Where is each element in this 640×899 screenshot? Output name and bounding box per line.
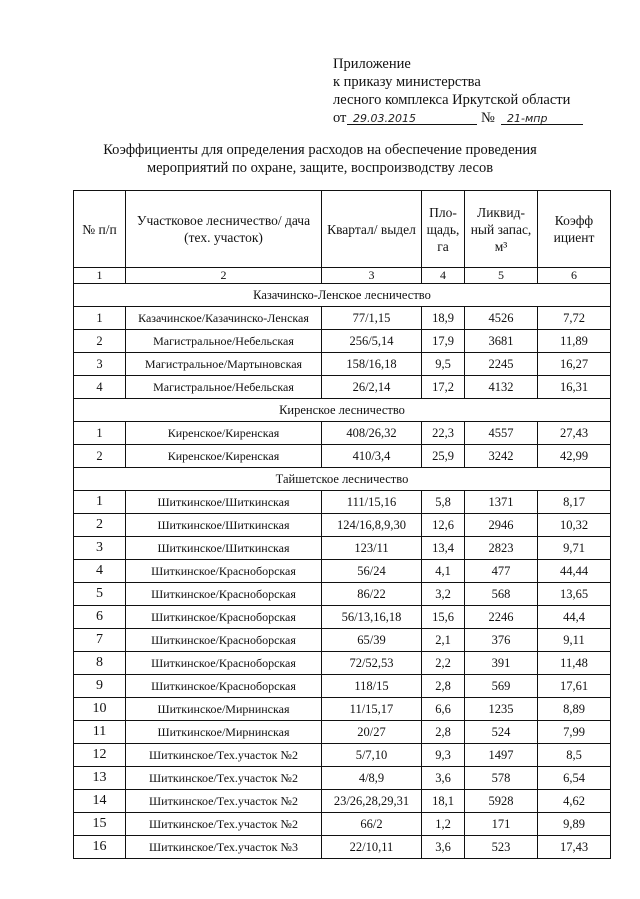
- cell-area: 5,8: [422, 491, 465, 514]
- table-row: [74, 445, 611, 468]
- cell-quarter: 86/22: [322, 583, 422, 606]
- cell-volume: 569: [465, 675, 538, 698]
- cell-volume: 3681: [465, 330, 538, 353]
- cell-no: 5: [74, 583, 126, 606]
- title-line-2: мероприятий по охране, защите, воспроизводству лесов: [146, 160, 494, 176]
- cell-no: 2: [74, 514, 126, 537]
- cell-coef: 11,89: [538, 330, 611, 353]
- cell-area: 2,8: [422, 721, 465, 744]
- section-name: Тайшетское лесничество: [74, 468, 611, 491]
- table-row: [74, 560, 611, 583]
- cell-volume: 1497: [465, 744, 538, 767]
- cell-area: 22,3: [422, 422, 465, 445]
- cell-name: Шиткинское/Красноборская: [126, 560, 322, 583]
- cell-no: 16: [74, 836, 126, 859]
- cell-quarter: 123/11: [322, 537, 422, 560]
- header-num: № п/п: [74, 191, 126, 268]
- column-number: 6: [538, 268, 611, 284]
- table-row: [74, 583, 611, 606]
- column-number: 4: [422, 268, 465, 284]
- cell-coef: 8,5: [538, 744, 611, 767]
- header-coef: Коэфф ициент: [538, 191, 611, 268]
- section-name: Киренское лесничество: [74, 399, 611, 422]
- cell-area: 1,2: [422, 813, 465, 836]
- cell-volume: 3242: [465, 445, 538, 468]
- cell-coef: 9,71: [538, 537, 611, 560]
- section-name: Казачинско-Ленское лесничество: [74, 284, 611, 307]
- cell-coef: 4,62: [538, 790, 611, 813]
- cell-volume: 1235: [465, 698, 538, 721]
- cell-quarter: 408/26,32: [322, 422, 422, 445]
- cell-no: 12: [74, 744, 126, 767]
- cell-coef: 17,43: [538, 836, 611, 859]
- cell-name: Шиткинское/Красноборская: [126, 629, 322, 652]
- cell-area: 15,6: [422, 606, 465, 629]
- cell-area: 17,9: [422, 330, 465, 353]
- document-title: [0, 141, 640, 177]
- appendix-block: [333, 55, 571, 126]
- cell-volume: 171: [465, 813, 538, 836]
- cell-volume: 5928: [465, 790, 538, 813]
- cell-name: Магистральное/Мартыновская: [126, 353, 322, 376]
- cell-no: 10: [74, 698, 126, 721]
- section-header-row: [74, 284, 611, 307]
- table-row: [74, 376, 611, 399]
- cell-coef: 44,44: [538, 560, 611, 583]
- cell-quarter: 72/52,53: [322, 652, 422, 675]
- cell-area: 25,9: [422, 445, 465, 468]
- cell-no: 14: [74, 790, 126, 813]
- handwritten-number: 21-мпр: [507, 112, 548, 125]
- cell-no: 1: [74, 491, 126, 514]
- cell-name: Казачинское/Казачинско-Ленская: [126, 307, 322, 330]
- cell-area: 2,1: [422, 629, 465, 652]
- cell-volume: 2946: [465, 514, 538, 537]
- table-row: [74, 675, 611, 698]
- cell-area: 6,6: [422, 698, 465, 721]
- cell-quarter: 256/5,14: [322, 330, 422, 353]
- column-number: 5: [465, 268, 538, 284]
- appendix-ministry-line: лесного комплекса Иркутской области: [333, 92, 571, 108]
- table-row: [74, 698, 611, 721]
- cell-coef: 8,17: [538, 491, 611, 514]
- cell-area: 13,4: [422, 537, 465, 560]
- cell-name: Шиткинское/Красноборская: [126, 583, 322, 606]
- cell-no: 6: [74, 606, 126, 629]
- cell-no: 8: [74, 652, 126, 675]
- cell-volume: 523: [465, 836, 538, 859]
- cell-quarter: 65/39: [322, 629, 422, 652]
- cell-area: 17,2: [422, 376, 465, 399]
- cell-area: 18,9: [422, 307, 465, 330]
- cell-coef: 17,61: [538, 675, 611, 698]
- cell-no: 3: [74, 537, 126, 560]
- cell-coef: 9,11: [538, 629, 611, 652]
- cell-no: 4: [74, 376, 126, 399]
- cell-area: 3,6: [422, 767, 465, 790]
- cell-coef: 13,65: [538, 583, 611, 606]
- cell-area: 9,5: [422, 353, 465, 376]
- cell-name: Шиткинское/Тех.участок №2: [126, 744, 322, 767]
- table-row: [74, 652, 611, 675]
- section-header-row: [74, 399, 611, 422]
- cell-name: Шиткинское/Тех.участок №3: [126, 836, 322, 859]
- appendix-title: Приложение: [333, 56, 411, 72]
- number-label: №: [481, 110, 495, 126]
- cell-name: Шиткинское/Тех.участок №2: [126, 813, 322, 836]
- cell-coef: 16,31: [538, 376, 611, 399]
- cell-coef: 9,89: [538, 813, 611, 836]
- title-line-1: Коэффициенты для определения расходов на обеспечение проведения: [103, 142, 537, 158]
- cell-area: 18,1: [422, 790, 465, 813]
- cell-area: 3,6: [422, 836, 465, 859]
- coefficients-table: [73, 190, 611, 859]
- cell-name: Шиткинское/Тех.участок №2: [126, 767, 322, 790]
- cell-quarter: 66/2: [322, 813, 422, 836]
- cell-quarter: 26/2,14: [322, 376, 422, 399]
- cell-name: Шиткинское/Красноборская: [126, 606, 322, 629]
- cell-area: 3,2: [422, 583, 465, 606]
- column-number: 1: [74, 268, 126, 284]
- cell-no: 15: [74, 813, 126, 836]
- cell-name: Шиткинское/Мирнинская: [126, 721, 322, 744]
- cell-quarter: 4/8,9: [322, 767, 422, 790]
- column-number-row: [74, 268, 611, 284]
- cell-no: 1: [74, 422, 126, 445]
- cell-no: 9: [74, 675, 126, 698]
- cell-name: Шиткинское/Шиткинская: [126, 514, 322, 537]
- cell-volume: 376: [465, 629, 538, 652]
- column-number: 2: [126, 268, 322, 284]
- cell-no: 3: [74, 353, 126, 376]
- header-volume: Ликвид- ный запас, м³: [465, 191, 538, 268]
- table-row: [74, 606, 611, 629]
- table-row: [74, 330, 611, 353]
- cell-name: Шиткинское/Мирнинская: [126, 698, 322, 721]
- cell-volume: 477: [465, 560, 538, 583]
- cell-name: Шиткинское/Шиткинская: [126, 491, 322, 514]
- header-quarter: Квартал/ выдел: [322, 191, 422, 268]
- cell-name: Шиткинское/Шиткинская: [126, 537, 322, 560]
- cell-volume: 2823: [465, 537, 538, 560]
- cell-no: 2: [74, 445, 126, 468]
- cell-area: 2,8: [422, 675, 465, 698]
- cell-area: 4,1: [422, 560, 465, 583]
- header-row: [74, 191, 611, 268]
- cell-coef: 7,72: [538, 307, 611, 330]
- cell-no: 11: [74, 721, 126, 744]
- cell-quarter: 111/15,16: [322, 491, 422, 514]
- cell-coef: 7,99: [538, 721, 611, 744]
- header-forestry: Участковое лесничество/ дача (тех. участок): [126, 191, 322, 268]
- cell-volume: 4557: [465, 422, 538, 445]
- cell-quarter: 5/7,10: [322, 744, 422, 767]
- cell-coef: 8,89: [538, 698, 611, 721]
- cell-quarter: 11/15,17: [322, 698, 422, 721]
- column-number: 3: [322, 268, 422, 284]
- table-row: [74, 721, 611, 744]
- cell-quarter: 77/1,15: [322, 307, 422, 330]
- section-header-row: [74, 468, 611, 491]
- cell-name: Киренское/Киренская: [126, 445, 322, 468]
- cell-name: Киренское/Киренская: [126, 422, 322, 445]
- cell-no: 7: [74, 629, 126, 652]
- cell-volume: 391: [465, 652, 538, 675]
- table-row: [74, 836, 611, 859]
- cell-volume: 4132: [465, 376, 538, 399]
- table-row: [74, 514, 611, 537]
- cell-quarter: 20/27: [322, 721, 422, 744]
- section-0: [74, 284, 611, 399]
- cell-coef: 11,48: [538, 652, 611, 675]
- cell-coef: 27,43: [538, 422, 611, 445]
- cell-no: 13: [74, 767, 126, 790]
- cell-volume: 1371: [465, 491, 538, 514]
- table-row: [74, 422, 611, 445]
- cell-area: 9,3: [422, 744, 465, 767]
- cell-volume: 578: [465, 767, 538, 790]
- cell-volume: 2245: [465, 353, 538, 376]
- table-row: [74, 629, 611, 652]
- cell-no: 1: [74, 307, 126, 330]
- cell-name: Шиткинское/Красноборская: [126, 675, 322, 698]
- cell-quarter: 22/10,11: [322, 836, 422, 859]
- cell-volume: 568: [465, 583, 538, 606]
- cell-coef: 44,4: [538, 606, 611, 629]
- date-label: от: [333, 110, 347, 126]
- section-1: [74, 399, 611, 468]
- table-row: [74, 813, 611, 836]
- cell-name: Шиткинское/Тех.участок №2: [126, 790, 322, 813]
- cell-name: Шиткинское/Красноборская: [126, 652, 322, 675]
- cell-no: 2: [74, 330, 126, 353]
- cell-volume: 524: [465, 721, 538, 744]
- cell-coef: 16,27: [538, 353, 611, 376]
- cell-quarter: 56/24: [322, 560, 422, 583]
- cell-volume: 4526: [465, 307, 538, 330]
- section-2: [74, 468, 611, 859]
- cell-quarter: 23/26,28,29,31: [322, 790, 422, 813]
- cell-quarter: 56/13,16,18: [322, 606, 422, 629]
- cell-area: 12,6: [422, 514, 465, 537]
- appendix-order-line: к приказу министерства: [333, 74, 481, 90]
- cell-name: Магистральное/Небельская: [126, 376, 322, 399]
- cell-coef: 10,32: [538, 514, 611, 537]
- table-row: [74, 744, 611, 767]
- cell-coef: 42,99: [538, 445, 611, 468]
- table-row: [74, 307, 611, 330]
- table-row: [74, 537, 611, 560]
- table-row: [74, 491, 611, 514]
- table-row: [74, 767, 611, 790]
- cell-area: 2,2: [422, 652, 465, 675]
- cell-quarter: 410/3,4: [322, 445, 422, 468]
- table-row: [74, 790, 611, 813]
- table-row: [74, 353, 611, 376]
- header-area: Пло- щадь, га: [422, 191, 465, 268]
- handwritten-date: 29.03.2015: [353, 112, 416, 125]
- cell-quarter: 158/16,18: [322, 353, 422, 376]
- cell-quarter: 118/15: [322, 675, 422, 698]
- cell-no: 4: [74, 560, 126, 583]
- cell-volume: 2246: [465, 606, 538, 629]
- cell-name: Магистральное/Небельская: [126, 330, 322, 353]
- cell-coef: 6,54: [538, 767, 611, 790]
- cell-quarter: 124/16,8,9,30: [322, 514, 422, 537]
